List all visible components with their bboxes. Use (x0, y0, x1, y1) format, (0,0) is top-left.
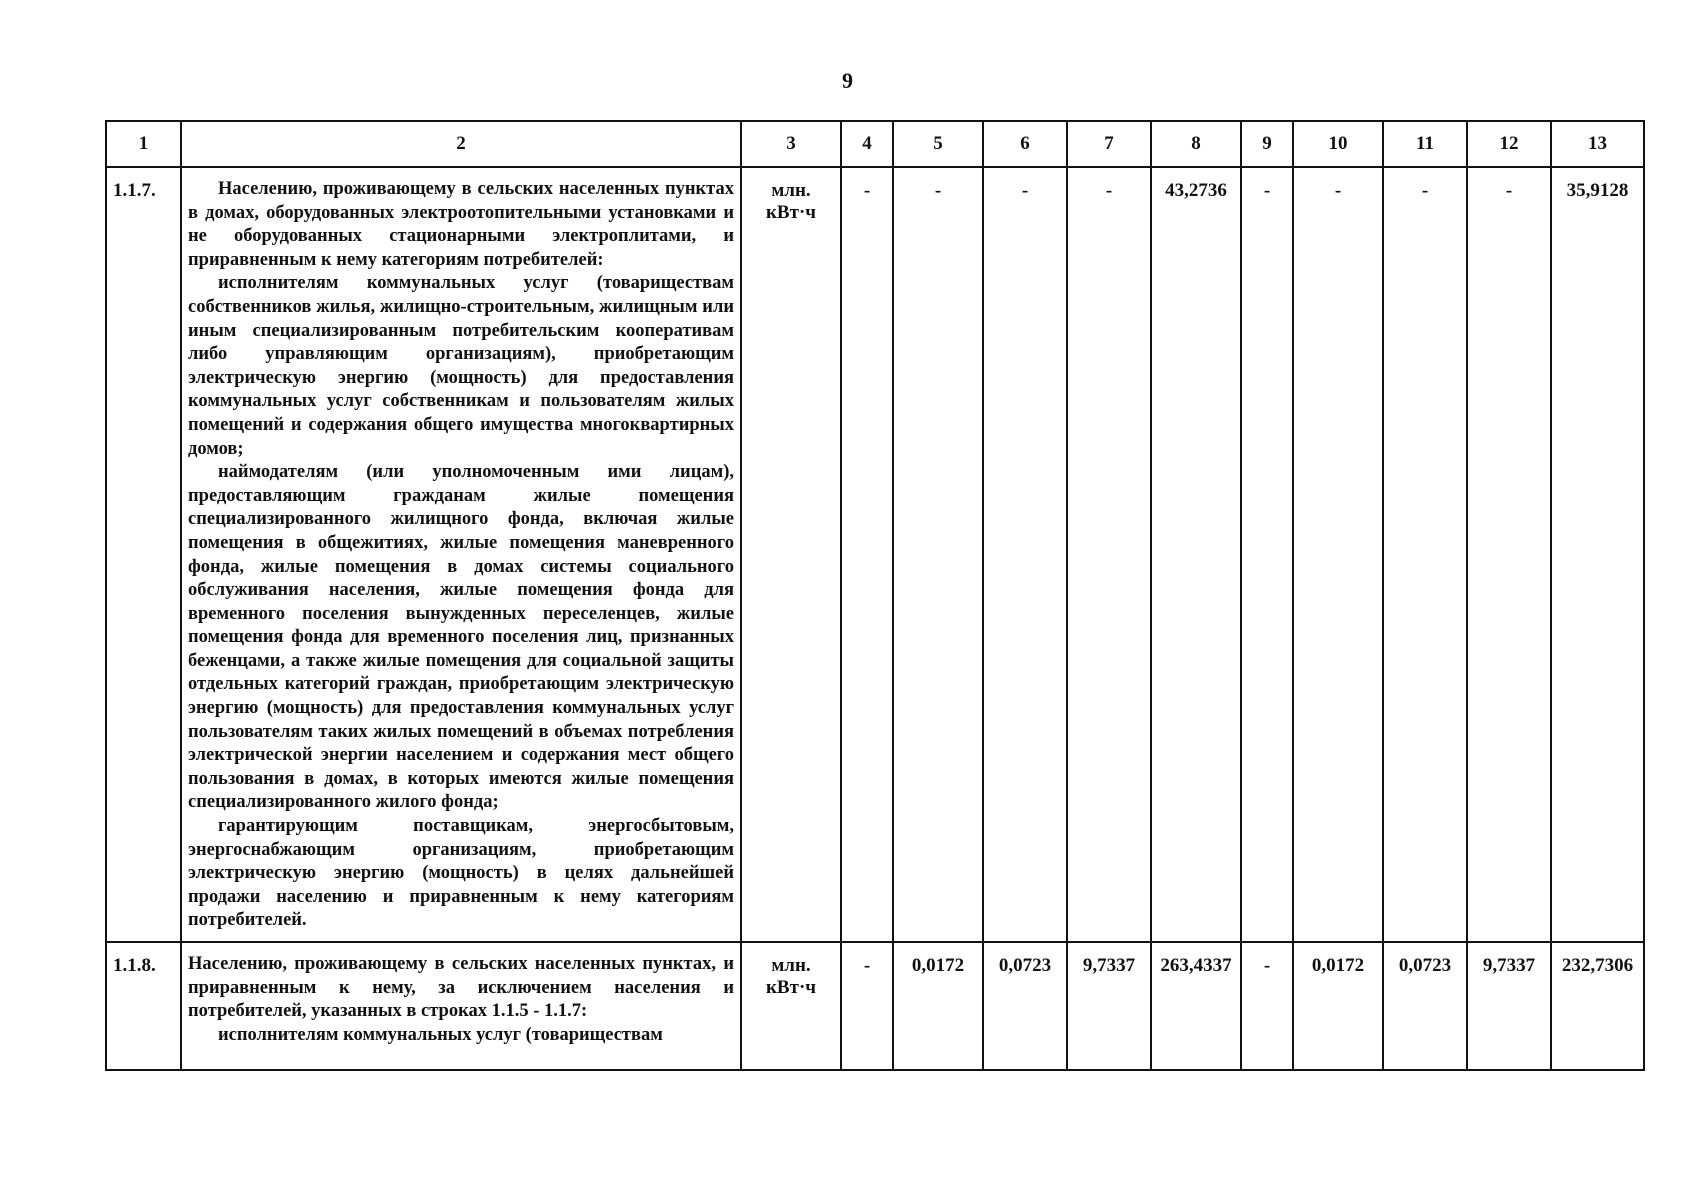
value-cell: - (1241, 167, 1293, 942)
value-cell: - (1067, 167, 1151, 942)
description-paragraph: наймодателям (или уполномоченным ими лицам), предоставляющим гражданам жилые помещения специализированного жилищного фонда, включая жилые помещения в общежитиях, жилые помещения маневренного фонда, жилые помещения в домах системы социального обслуживания населения, жилые помещения фонда для временного поселения вынужденных переселенцев, жилые помещения фонда для временного поселения лиц, признанных беженцами, а также жилые помещения для социальной защиты отдельных категорий граждан, приобретающим электрическую энергию (мощность) для предоставления коммунальных услуг пользователям таких жилых помещений в объемах потребления электрической энергии населением и содержания мест общего пользования в домах, в которых имеются жилые помещения специализированного жилого фонда; (188, 462, 734, 813)
row-code: 1.1.8. (106, 942, 181, 1070)
description-paragraph: исполнителям коммунальных услуг (товариществам собственников жилья, жилищно-строительным, жилищным или иным специализированным потребительским кооперативам либо управляющим организациям), приобретающим электрическую энергию (мощность) для предоставления коммунальных услуг собственникам и пользователям жилых помещений и содержания общего имущества многоквартирных домов; (188, 273, 734, 459)
value-cell: 0,0172 (1293, 942, 1383, 1070)
table-row (106, 942, 1644, 1070)
value-cell: 43,2736 (1151, 167, 1241, 942)
row-description (181, 942, 741, 1070)
row-code: 1.1.7. (106, 167, 181, 942)
value-cell: - (841, 942, 893, 1070)
column-header: 2 (181, 121, 741, 167)
header-row (106, 121, 1644, 167)
value-cell: 35,9128 (1551, 167, 1644, 942)
column-header: 10 (1293, 121, 1383, 167)
column-header: 8 (1151, 121, 1241, 167)
column-header: 5 (893, 121, 983, 167)
column-header: 3 (741, 121, 841, 167)
value-cell: 232,7306 (1551, 942, 1644, 1070)
value-cell: - (841, 167, 893, 942)
column-header: 6 (983, 121, 1067, 167)
unit-line: кВт·ч (765, 202, 816, 223)
column-header: 12 (1467, 121, 1551, 167)
value-cell: 0,0723 (983, 942, 1067, 1070)
column-header: 1 (106, 121, 181, 167)
column-header: 4 (841, 121, 893, 167)
column-header: 9 (1241, 121, 1293, 167)
column-header: 11 (1383, 121, 1467, 167)
column-header: 13 (1551, 121, 1644, 167)
tariff-table (105, 120, 1645, 1071)
value-cell: 0,0723 (1383, 942, 1467, 1070)
unit-line: кВт·ч (765, 977, 816, 998)
unit-cell (741, 942, 841, 1070)
page-number: 9 (842, 68, 853, 93)
value-cell: - (1293, 167, 1383, 942)
value-cell: - (983, 167, 1067, 942)
value-cell: 9,7337 (1067, 942, 1151, 1070)
value-cell: - (1467, 167, 1551, 942)
unit-line: млн. (771, 180, 811, 201)
row-description (181, 167, 741, 942)
unit-cell (741, 167, 841, 942)
description-paragraph: Населению, проживающему в сельских населенных пунктах в домах, оборудованных электроотопительными установками и не оборудованных стационарными электроплитами, и приравненным к нему категориям потребителей: (188, 179, 734, 270)
value-cell: 263,4337 (1151, 942, 1241, 1070)
column-header: 7 (1067, 121, 1151, 167)
unit-line: млн. (771, 955, 811, 976)
description-paragraph: Населению, проживающему в сельских населенных пунктах, и приравненным к нему, за исключением населения и потребителей, указанных в строках 1.1.5 - 1.1.7: (188, 954, 734, 1022)
description-paragraph: исполнителям коммунальных услуг (товариществам (218, 1024, 663, 1045)
value-cell: 0,0172 (893, 942, 983, 1070)
value-cell: - (1383, 167, 1467, 942)
value-cell: - (1241, 942, 1293, 1070)
table-row (106, 167, 1644, 942)
value-cell: - (893, 167, 983, 942)
value-cell: 9,7337 (1467, 942, 1551, 1070)
description-paragraph: гарантирующим поставщикам, энергосбытовым, энергоснабжающим организациям, приобретающим электрическую энергию (мощность) в целях дальнейшей продажи населению и приравненным к нему категориям потребителей. (188, 816, 734, 931)
